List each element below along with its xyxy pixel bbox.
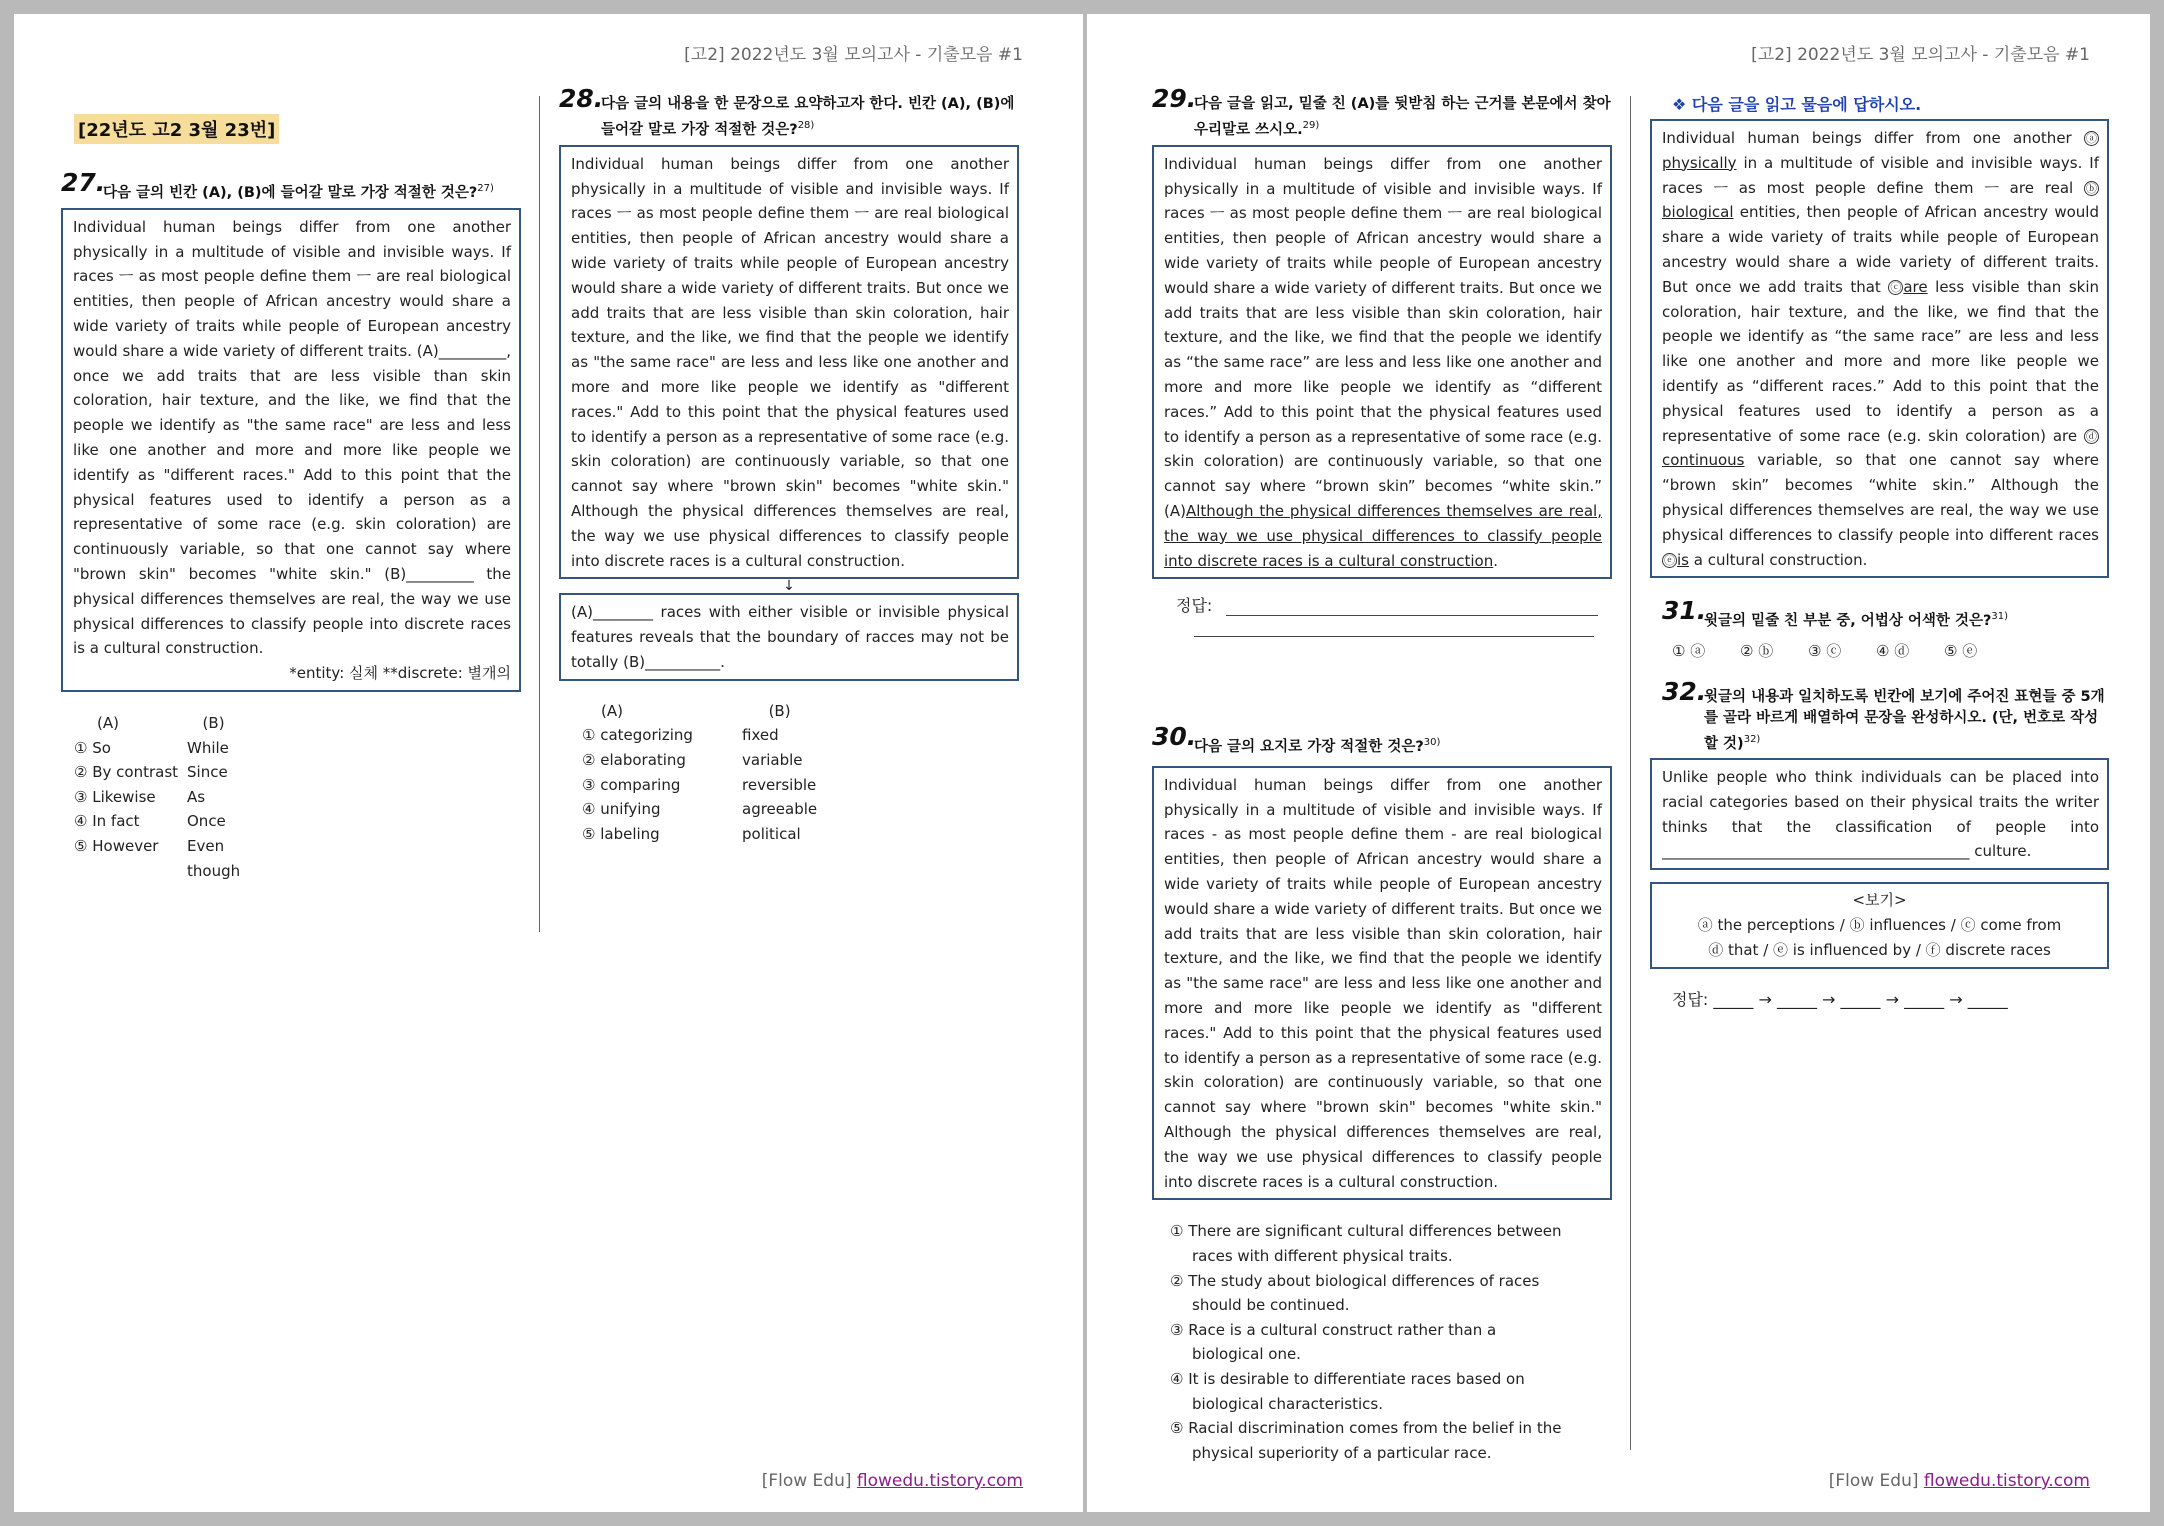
- option-3[interactable]: ③ ⓒ: [1808, 642, 1842, 661]
- option-2[interactable]: ② ⓑ: [1740, 642, 1774, 661]
- question-30-header: [1152, 722, 1612, 758]
- marker-b: ⓑ: [2086, 181, 2097, 195]
- underline-c: are: [1903, 277, 1928, 296]
- underline-b: biological: [1662, 203, 1734, 222]
- answer-options: [74, 711, 240, 883]
- question-prompt: 다음 글을 읽고, 밑줄 친 (A)를 뒷받침 하는 근거를 본문에서 찾아 우리말로 쓰시오.: [1194, 96, 1611, 138]
- question-27-header: [61, 168, 521, 204]
- answer-label: 정답:: [1176, 596, 1213, 616]
- question-27: [61, 114, 521, 883]
- underline-d: continuous: [1662, 451, 1745, 470]
- q32-answer-line[interactable]: 정답: _____ → _____ → _____ → _____ → _____: [1672, 990, 2008, 1010]
- passage-text: Individual human beings differ from one another physically in a multitude of visible and invisible ways. If races ㅡ as most people define them ㅡ are real biological entities, then people of African ancestry would share a wide variety of traits while people of European ancestry would share a wide variety of different traits. But once we add traits that are less visible than skin coloration, hair texture, and the like, we find that the people we identify as “the same race” are less and less like one another and more and more like people we identify as “different races.” Add to this point that the physical features used to identify a person as a representative of some race (e.g. skin coloration) are continuously variable, so that one cannot say where “brown skin” becomes “white skin.” (A): [1164, 154, 1602, 520]
- choice-4[interactable]: ④ It is desirable to differentiate races based on biological characteristics.: [1170, 1369, 1525, 1413]
- option-1[interactable]: ① ⓐ: [1672, 642, 1706, 661]
- marker-a: ⓐ: [2086, 132, 2097, 145]
- passage-text: Individual human beings differ from one another physically in a multitude of visible and invisible ways. If races - as most people define them - are real biological entities, then people of African ancestry would share a wide variety of traits while people of European ancestry would share a wide variety of different traits. But once we add traits that are less visible than skin coloration, hair texture, and the like, we find that the people we identify as "the same race" are less and less like one another and more and more like people we identify as "different races." Add to this point that the physical features used to identify a person as a representative of some race (e.g. skin coloration) are continuously variable, so that one cannot say where "brown skin" becomes "white skin." Although the physical differences themselves are real, the way we use physical differences to classify people into discrete races is a cultural construction.: [1164, 775, 1602, 1191]
- footnote-mark: 29): [1302, 120, 1320, 131]
- passage-box: [1152, 766, 1612, 1201]
- passage-box: Individual human beings differ from one another physically in a multitude of visible and invisible ways. If races ㅡ as most people define them ㅡ are real biological entities, then people of African ancestry would share a wide variety of traits while people of European ancestry would share a wide variety of different traits. But once we add traits that are less visible than skin coloration, hair texture, and the like, we find that the people we identify as “the same race” are less and less like one another and more and more like people we identify as “different races.” Add to this point that the physical features used to identify a person as a representative of some race (e.g. skin coloration) are continuously variable, so that one cannot say where “brown skin” becomes “white skin.” (A)Although the physical differences themselves are real, the way we use physical differences to classify people into discrete races is a cultural construction.: [1152, 145, 1612, 580]
- page-footer: [762, 1471, 1023, 1491]
- source-tag-wrapper: [74, 114, 521, 144]
- question-32-header: [1662, 677, 2109, 755]
- option-row[interactable]: ④ In fact Once: [74, 812, 226, 831]
- question-prompt: 다음 글의 내용을 한 문장으로 요약하고자 한다. 빈칸 (A), (B)에 들어갈 말로 가장 적절한 것은?: [601, 96, 1015, 138]
- question-number: 32.: [1662, 677, 1707, 707]
- summary-text: (A)________ races with either visible or invisible physical features reveals that the boundary of racces may not be totally (B)__________.: [571, 603, 1009, 671]
- column-header-b: (B): [202, 713, 225, 732]
- option-row[interactable]: ① So While: [74, 738, 229, 757]
- shared-passage-box: Individual human beings differ from one another ⓐ physically in a multitude of visible and invisible ways. If races ㅡ as most people define them ㅡ are real ⓑ biological entities, then people of African ancestry would share a wide variety of traits while people of European ancestry would share a wide variety of different traits. But once we add traits that ⓒ are less visible than skin coloration, hair texture, and the like, we find that the people we identify as “the same race” are less and less like one another and more and more like people we identify as “different races.” Add to this point that the physical features used to identify a person as a representative of some race (e.g. skin coloration) are ⓓ continuous variable, so that one cannot say where “brown skin” becomes “white skin.” Although the physical differences themselves are real, the way we use physical differences to classify people into different races ⓔ is a cultural construction.: [1650, 119, 2109, 578]
- choice-2[interactable]: ② The study about biological differences of races should be continued.: [1170, 1271, 1540, 1315]
- source-tag: [22년도 고2 3월 23번]: [74, 114, 279, 144]
- page-right: [1087, 14, 2150, 1512]
- column-header-b: (B): [768, 701, 791, 720]
- footer-link[interactable]: flowedu.tistory.com: [856, 1471, 1023, 1491]
- question-number: 29.: [1152, 84, 1197, 113]
- question-29: [1152, 84, 1612, 637]
- page-left: [14, 14, 1083, 1512]
- bogi-title: <보기>: [1852, 891, 1907, 910]
- underline-a: physically: [1662, 153, 1737, 172]
- answer-line[interactable]: [1176, 593, 1612, 616]
- choice-1[interactable]: ① There are significant cultural differences between races with different physical traits.: [1170, 1222, 1562, 1265]
- question-number: 27.: [61, 168, 106, 197]
- page-footer: [1829, 1471, 2090, 1491]
- column-header-a: (A): [97, 713, 119, 732]
- option-row[interactable]: ⑤ labeling political: [582, 824, 801, 843]
- sentence-box: [1650, 758, 2109, 870]
- answer-options: [582, 699, 817, 847]
- option-4[interactable]: ④ ⓓ: [1876, 642, 1910, 661]
- question-prompt: 윗글의 내용과 일치하도록 빈칸에 보기에 주어진 표현들 중 5개를 골라 바르게 배열하여 문장을 완성하시오. (단, 번호로 작성할 것): [1704, 689, 2105, 752]
- bogi-line-2: ⓓ that / ⓔ is influenced by / ⓕ discrete races: [1708, 941, 2051, 960]
- option-row[interactable]: ④ unifying agreeable: [582, 800, 818, 819]
- option-row[interactable]: ① categorizing fixed: [582, 726, 779, 745]
- question-31-header: [1662, 596, 2109, 632]
- down-arrow-icon: ↓: [783, 578, 795, 595]
- column-divider: [1630, 96, 1631, 1450]
- option-5[interactable]: ⑤ ⓔ: [1944, 642, 1978, 661]
- question-prompt: 윗글의 밑줄 친 부분 중, 어법상 어색한 것은?: [1704, 613, 1992, 630]
- footnote-mark: 31): [1991, 611, 2009, 623]
- question-28: [559, 84, 1019, 846]
- option-row[interactable]: ③ comparing reversible: [582, 775, 817, 794]
- marker-d: ⓓ: [2086, 429, 2097, 443]
- column-header-a: (A): [601, 701, 623, 720]
- option-row[interactable]: ② By contrast Since: [74, 763, 228, 782]
- question-number: 28.: [559, 84, 604, 113]
- page-header: [고2] 2022년도 3월 모의고사 - 기출모음 #1: [1751, 45, 2090, 65]
- summary-box: [559, 593, 1019, 680]
- bogi-box: [1650, 882, 2109, 969]
- question-28-header: [559, 84, 1019, 141]
- question-31-options: [1672, 640, 2109, 661]
- option-row[interactable]: ③ Likewise As: [74, 787, 206, 806]
- answer-blank-2[interactable]: [1194, 636, 1594, 637]
- question-number: 30.: [1152, 722, 1197, 751]
- question-number: 31.: [1662, 596, 1707, 626]
- question-prompt: 다음 글의 요지로 가장 적절한 것은?: [1194, 738, 1424, 755]
- footnote-mark: 32): [1743, 734, 1761, 746]
- questions-31-32: [1650, 92, 2109, 1010]
- column-divider: [539, 96, 540, 932]
- passage-box: [559, 145, 1019, 580]
- footer-brand: [Flow Edu]: [1828, 1471, 1919, 1491]
- footer-brand: [Flow Edu]: [761, 1471, 852, 1491]
- choice-3[interactable]: ③ Race is a cultural construct rather than a biological one.: [1170, 1320, 1497, 1364]
- section-instruction: ❖ 다음 글을 읽고 물음에 답하시오.: [1672, 95, 1922, 114]
- question-30: [1152, 722, 1612, 1465]
- option-row[interactable]: ② elaborating variable: [582, 750, 803, 769]
- underline-e: is: [1677, 550, 1689, 569]
- footer-link[interactable]: flowedu.tistory.com: [1923, 1471, 2090, 1491]
- choice-5[interactable]: ⑤ Racial discrimination comes from the belief in the physical superiority of a particular race.: [1170, 1419, 1562, 1462]
- choices-list: [1170, 1219, 1570, 1465]
- vocabulary-note: *entity: 실체 **discrete: 별개의: [289, 664, 511, 683]
- passage-text: Individual human beings differ from one another physically in a multitude of visible and invisible ways. If races ㅡ as most people define them ㅡ are real biological entities, then people of African ancestry would share a wide variety of traits while people of European ancestry would share a wide variety of different traits. (A)_________, once we add traits that are less visible than skin coloration, hair texture, and the like, we find that the people we identify as "the same race" are less and less like one another and more and more like people we identify as "different races." Add to this point that the physical features used to identify a person as a representative of some race (e.g. skin coloration) are continuously variable, so that one cannot say where "brown skin" becomes "white skin." (B)_________ the physical differences themselves are real, the way we use physical differences to classify people into discrete races is a cultural construction.: [73, 217, 511, 658]
- incomplete-sentence: Unlike people who think individuals can be placed into racial categories based on their physical traits the writer thinks that the classification of people into _________________________________________ culture.: [1662, 768, 2099, 861]
- question-29-header: [1152, 84, 1612, 141]
- answer-blank[interactable]: [1226, 602, 1598, 616]
- page-header: [고2] 2022년도 3월 모의고사 - 기출모음 #1: [684, 45, 1023, 65]
- footnote-mark: 30): [1423, 737, 1441, 748]
- passage-text: Individual human beings differ from one another physically in a multitude of visible and invisible ways. If races ㅡ as most people define them ㅡ are real biological entities, then people of African ancestry would share a wide variety of traits while people of European ancestry would share a wide variety of different traits. But once we add traits that are less visible than skin coloration, hair texture, and the like, we find that the people we identify as "the same race" are less and less like one another and more and more like people we identify as "different races." Add to this point that the physical features used to identify a person as a representative of some race (e.g. skin coloration) are continuously variable, so that one cannot say where "brown skin" becomes "white skin." Although the physical differences themselves are real, the way we use physical differences to classify people into discrete races is a cultural construction.: [571, 154, 1009, 570]
- bogi-line-1: ⓐ the perceptions / ⓑ influences / ⓒ come from: [1697, 916, 2062, 935]
- footnote-mark: 27): [477, 183, 494, 194]
- marker-c: ⓒ: [1890, 280, 1902, 294]
- passage-box: [61, 208, 521, 692]
- footnote-mark: 28): [797, 120, 815, 131]
- question-prompt: 다음 글의 빈칸 (A), (B)에 들어갈 말로 가장 적절한 것은?: [103, 184, 478, 201]
- marker-e: ⓔ: [1664, 553, 1675, 567]
- option-row[interactable]: ⑤ However Even though: [74, 836, 241, 880]
- underlined-sentence-a: Although the physical differences themselves are real, the way we use physical differences to classify people into discrete races is a cultural construction: [1164, 501, 1602, 570]
